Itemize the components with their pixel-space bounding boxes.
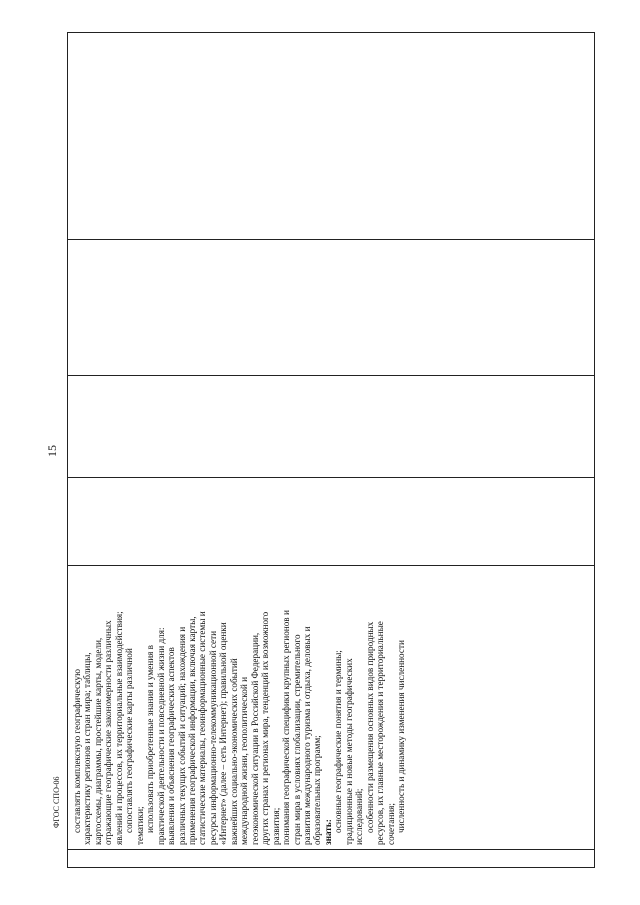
text-line: явлений и процессов, их территориальные взаимодействия; [113, 611, 124, 845]
table-column-3 [68, 375, 594, 477]
text-line: практической деятельности и повседневной жизни для: [155, 627, 166, 845]
text-line: геоэкономической ситуации в Российской Федерации, [249, 632, 260, 845]
text-line: отражающие географические закономерности различных [103, 620, 114, 845]
footer-stamp: ФГОС СПО-06 [52, 776, 61, 828]
text-line: численность и динамику изменения численности [396, 640, 407, 833]
text-line: образовательных программ; [312, 735, 323, 845]
text-line: выявления и объяснения географических аспектов [166, 647, 177, 845]
text-line: стран мира в условиях глобализации, стремительного [291, 634, 302, 845]
text-line: картосхемы, диаграммы, простейшие карты, модели, [92, 637, 103, 845]
text-line: сочетания; [385, 803, 396, 845]
text-line: других странах и регионах мира, тенденций их возможного [260, 611, 271, 845]
text-line: составлять комплексную географическую [72, 669, 82, 833]
text-line: ресурсов, их главные месторождения и территориальные [375, 621, 386, 845]
text-line: развития международного туризма и отдыха, деловых и [301, 626, 312, 845]
text-line: использовать приобретенные знания и умения в [145, 645, 156, 833]
rotated-table [67, 32, 595, 868]
table-column-index [68, 849, 594, 867]
text-line: «Интернет» (далее – сеть Интернет); правильной оценки [218, 622, 229, 845]
text-line: международной жизни, геополитической и [239, 676, 250, 845]
text-line: применения географической информации, включая карты, [186, 616, 197, 845]
text-line: статистические материалы, геоинформационные системы и [197, 611, 208, 845]
competency-table [67, 32, 595, 868]
text-line: понимания географической специфики крупных регионов и [281, 610, 292, 845]
text-line: традиционные и новые методы географических [343, 658, 354, 845]
text-line: характеристику регионов и стран мира; таблицы, [82, 652, 93, 845]
text-line: различных текущих событий и ситуаций; нахождения и [176, 626, 187, 845]
table-column-5 [68, 33, 594, 239]
text-line: развития; [270, 807, 281, 845]
requirements-text [72, 569, 590, 845]
text-line: ресурсы информационно-телекоммуникационной сети [207, 630, 218, 845]
text-line: тематики; [134, 806, 145, 845]
text-line: исследований; [354, 788, 365, 845]
text-line: основные географические понятия и термины; [333, 650, 344, 833]
text-line: важнейших социально-экономических событий [228, 658, 239, 845]
table-column-2 [68, 477, 594, 565]
text-line: особенности размещения основных видов природных [364, 621, 375, 833]
text-line: сопоставлять географические карты различной [124, 648, 135, 833]
table-column-4 [68, 239, 594, 375]
text-line: знать: [322, 819, 333, 845]
page-number: 15 [45, 445, 59, 457]
